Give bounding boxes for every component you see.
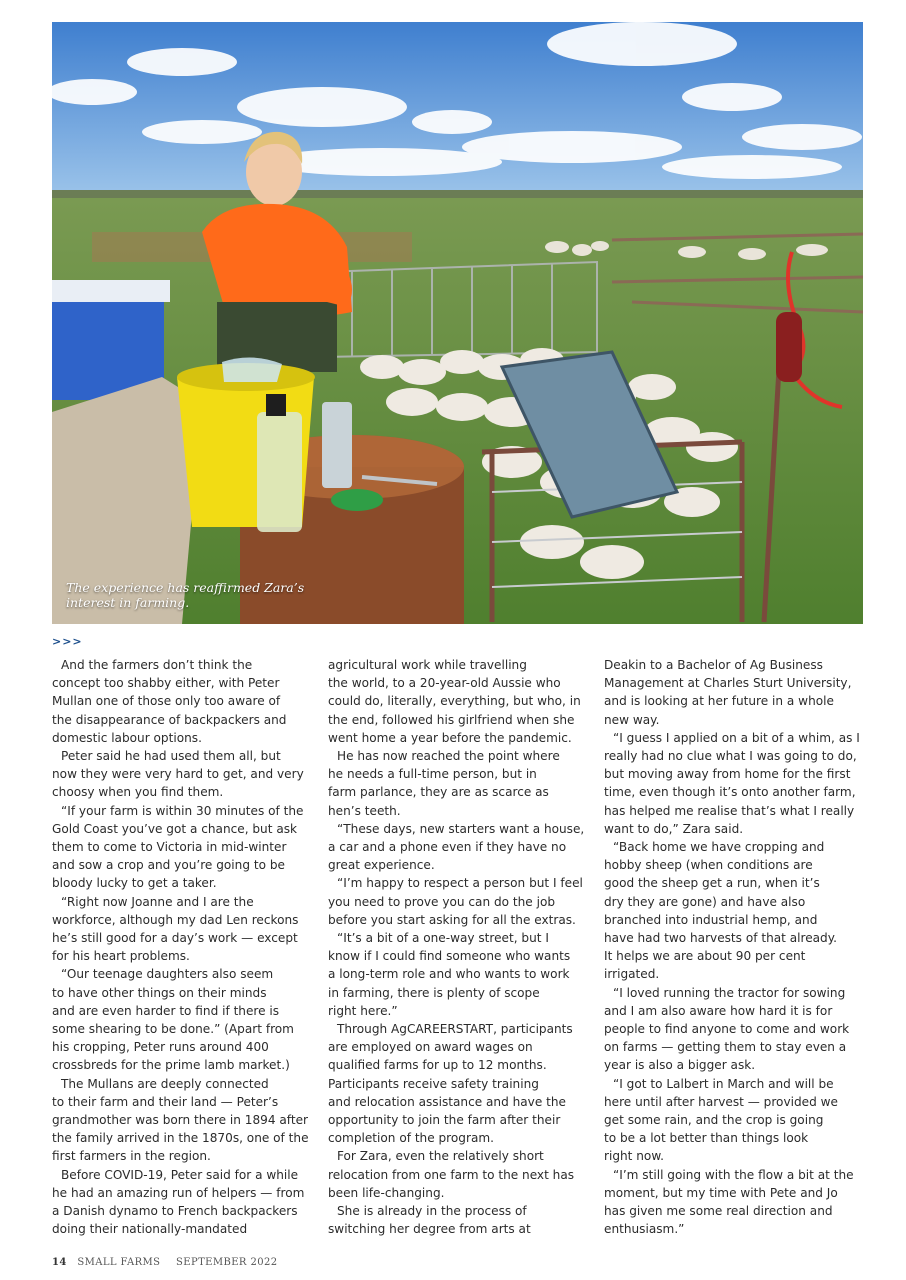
paragraph: “I got to Lalbert in March and will be here until after harvest — provided we get some rain, and the crop is going to be a lot better than things look right now. [604, 1076, 838, 1164]
page-footer [52, 1257, 278, 1268]
issue-date: SEPTEMBER 2022 [176, 1257, 278, 1268]
paragraph: Deakin to a Bachelor of Ag Business Management at Charles Sturt University, and is looking at her future in a whole new way. [604, 658, 852, 727]
feature-photo [52, 22, 863, 624]
paragraph: “I’m still going with the flow a bit at the moment, but my time with Pete and Jo has given me some real direction and enthusiasm.” [604, 1167, 854, 1237]
paragraph: “These days, new starters want a house, a car and a phone even if they have no great experience. [328, 821, 585, 873]
article-column-1 [52, 656, 314, 1239]
paragraph: “Back home we have cropping and hobby sheep (when conditions are good the sheep get a run, when it’s dry they are gone) and have also branched into industrial hemp, and have had two harvests of that already. It helps we are about 90 per cent irrigated. [604, 840, 838, 982]
paragraph: “If your farm is within 30 minutes of the Gold Coast you’ve got a chance, but ask them to come to Victoria in mid-winter and sow a crop and you’re going to be bloody lucky to get a taker. [52, 803, 304, 891]
paragraph: He has now reached the point where he needs a full-time person, but in farm parlance, they are as scarce as hen’s teeth. [328, 749, 560, 818]
paragraph: “I loved running the tractor for sowing and I am also aware how hard it is for people to find anyone to come and work on farms — getting them to stay even a year is also a bigger ask. [604, 985, 850, 1073]
paragraph: “Our teenage daughters also seem to have other things on their minds and are even harder to find if there is some shearing to be done.” (Apart from his cropping, Peter runs around 400 crossbreds for the prime lamb market.) [52, 967, 294, 1073]
article-column-3 [604, 656, 866, 1239]
article-column-2 [328, 656, 590, 1239]
magazine-name: SMALL FARMS [77, 1257, 161, 1268]
paragraph: For Zara, even the relatively short relocation from one farm to the next has been life-changing. [328, 1149, 575, 1200]
farm-photo-illustration [52, 22, 863, 624]
paragraph: Through AgCAREERSTART, participants are employed on award wages on qualified farms for up to 12 months. Participants receive safety training and relocation assistance and have the opportunity to join the farm after their completion of the program. [328, 1022, 573, 1146]
paragraph: The Mullans are deeply connected to their farm and their land — Peter’s grandmother was born there in 1894 after the family arrived in the 1870s, one of the first farmers in the region. [52, 1076, 309, 1164]
paragraph: “Right now Joanne and I are the workforce, although my dad Len reckons he’s still good for a day’s work — except for his heart problems. [52, 894, 299, 964]
paragraph: “It’s a bit of a one-way street, but I know if I could find someone who wants a long-term role and who wants to work in farming, there is plenty of scope right here.” [328, 931, 571, 1018]
page-number: 14 [52, 1257, 67, 1268]
paragraph: agricultural work while travelling the world, to a 20-year-old Aussie who could do, literally, everything, but who, in the end, followed his girlfriend when she went home a year before the pandemic. [328, 658, 581, 745]
paragraph: Before COVID-19, Peter said for a while he had an amazing run of helpers — from a Danish dynamo to French backpackers doing their nationally-mandated [52, 1167, 305, 1237]
paragraph: And the farmers don’t think the concept too shabby either, with Peter Mullan one of those only too aware of the disappearance of backpackers and domestic labour options. [52, 658, 287, 745]
paragraph: “I’m happy to respect a person but I feel you need to prove you can do the job before you start asking for all the extras. [328, 876, 583, 927]
paragraph: Peter said he had used them all, but now they were very hard to get, and very choosy when you find them. [52, 749, 304, 800]
photo-caption: The experience has reaffirmed Zara’s interest in farming. [66, 580, 305, 610]
paragraph: She is already in the process of switching her degree from arts at [328, 1204, 531, 1237]
continuation-marker: >>> [52, 635, 83, 648]
paragraph: “I guess I applied on a bit of a whim, as I really had no clue what I was going to do, but moving away from home for the first time, even though it’s onto another farm, has helped me realise that’s what I really want to do,” Zara said. [604, 730, 860, 836]
